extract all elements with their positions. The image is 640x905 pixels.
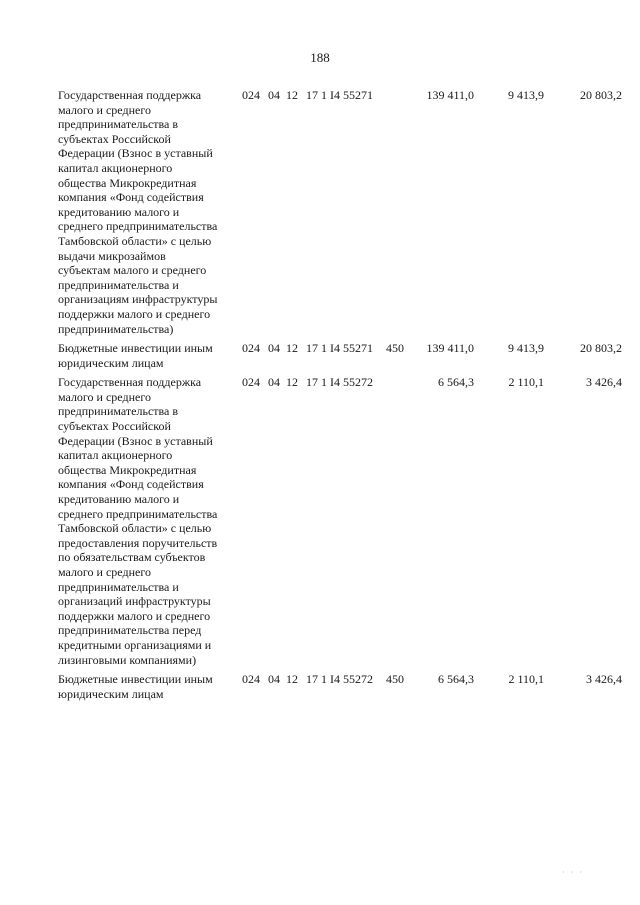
- ministry-code: 024: [242, 341, 260, 356]
- amount-value-3: 20 803,2: [580, 341, 622, 356]
- amount-value-1: 139 411,0: [426, 88, 474, 102]
- amount-value-1: 139 411,0: [426, 341, 474, 356]
- amount-value-1: 6 564,3: [438, 672, 474, 687]
- amount-value-2: 2 110,1: [508, 672, 544, 687]
- row-description: Бюджетные инвестиции иным юридическим лицам: [58, 341, 213, 370]
- expense-type-code: 450: [386, 341, 404, 356]
- amount-value-1: 6 564,3: [438, 375, 474, 390]
- subsection-code: 12: [286, 341, 298, 356]
- table-row: [58, 88, 624, 336]
- scan-margin-mark: · · ·: [562, 868, 584, 877]
- amount-value-2: 9 413,9: [508, 341, 544, 356]
- section-code: 04: [268, 341, 280, 356]
- target-article-code: 17 1 I4 55272: [306, 672, 373, 687]
- page-number: 188: [310, 50, 330, 65]
- amount-value-2: 9 413,9: [508, 88, 544, 102]
- table-row: [58, 341, 624, 370]
- row-description: Бюджетные инвестиции иным юридическим лицам: [58, 672, 213, 701]
- ministry-code: 024: [242, 375, 260, 390]
- ministry-code: 024: [242, 672, 260, 687]
- target-article-code: 17 1 I4 55271: [306, 341, 373, 356]
- subsection-code: 12: [286, 375, 298, 390]
- amount-value-2: 2 110,1: [508, 375, 544, 390]
- target-article-code: 17 1 I4 55271: [306, 88, 373, 102]
- table-row: [58, 375, 624, 667]
- subsection-code: 12: [286, 88, 298, 102]
- table-row: [58, 672, 624, 701]
- row-description: Государственная поддержка малого и среднего предпринимательства в субъектах Российской Федерации (Взнос в уставный капитал акционерного общества Микрокредитная компания «Фонд содействия кредитованию малого и среднего предпринимательства Тамбовской области» с целью выдачи микрозаймов субъектам малого и среднего предпринимательства и организациям инфраструктуры поддержки малого и среднего предпринимательства): [58, 88, 218, 336]
- ministry-code: 024: [242, 88, 260, 102]
- target-article-code: 17 1 I4 55272: [306, 375, 373, 390]
- section-code: 04: [268, 375, 280, 390]
- section-code: 04: [268, 672, 280, 687]
- amount-value-3: 3 426,4: [586, 672, 622, 687]
- amount-value-3: 20 803,2: [580, 88, 622, 102]
- subsection-code: 12: [286, 672, 298, 687]
- expense-type-code: 450: [386, 672, 404, 687]
- amount-value-3: 3 426,4: [586, 375, 622, 390]
- budget-table: [58, 88, 624, 706]
- section-code: 04: [268, 88, 280, 102]
- row-description: Государственная поддержка малого и среднего предпринимательства в субъектах Российской Федерации (Взнос в уставный капитал акционерного общества Микрокредитная компания «Фонд содействия кредитованию малого и среднего предпринимательства Тамбовской области» с целью предоставления поручительств по обязательствам субъектов малого и среднего предпринимательства и организаций инфраструктуры поддержки малого и среднего предпринимательства перед кредитными организациями и лизинговыми компаниями): [58, 375, 218, 667]
